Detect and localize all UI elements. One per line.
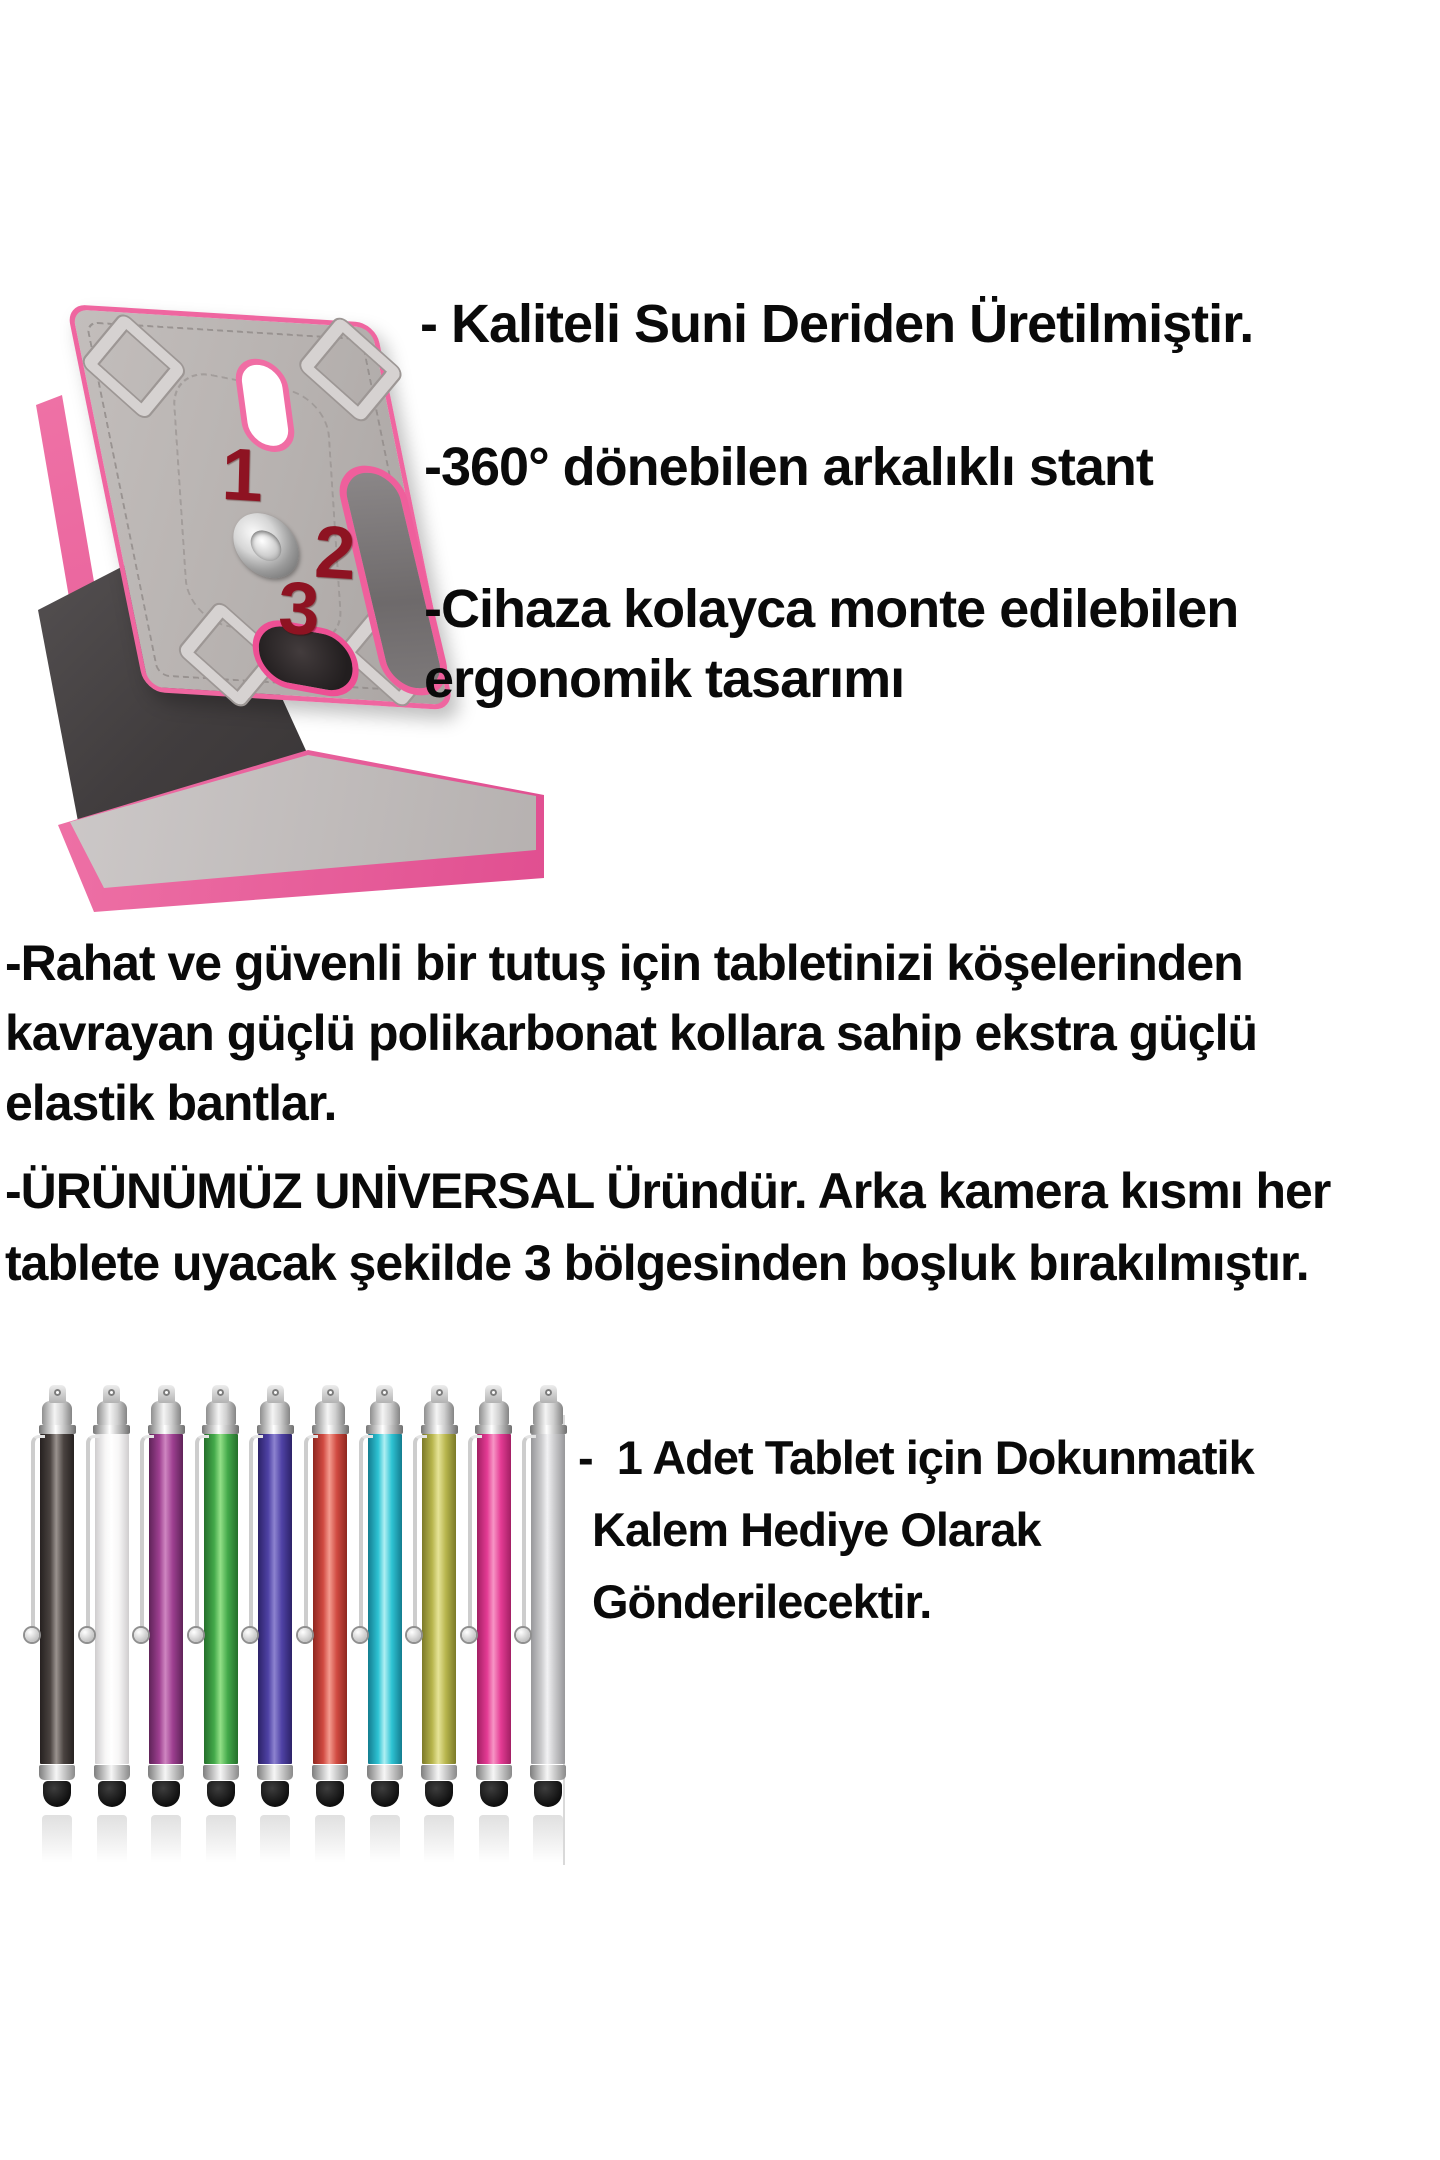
pen-cap — [206, 1401, 236, 1425]
pen-clip — [468, 1435, 482, 1633]
pen-rubber-tip — [152, 1781, 180, 1807]
pen-barrel — [422, 1434, 456, 1764]
marker-3: 3 — [277, 565, 321, 652]
pen-barrel — [313, 1434, 347, 1764]
pen-clip — [140, 1435, 154, 1633]
pen-collar — [312, 1425, 349, 1434]
pen-barrel — [95, 1434, 129, 1764]
pen-reflection — [206, 1815, 236, 1871]
pen-collar — [39, 1425, 76, 1434]
universal-text-line1: -ÜRÜNÜMÜZ UNİVERSAL Üründür. Arka kamera kısmı her — [5, 1163, 1331, 1219]
pen-rubber-tip — [98, 1781, 126, 1807]
pen-clip — [304, 1435, 318, 1633]
pen-eyelet — [485, 1385, 502, 1403]
universal-text-line2: tablete uyacak şekilde 3 bölgesinden boşluk bırakılmıştır. — [5, 1235, 1309, 1291]
stylus-pen-white — [93, 1385, 131, 1871]
pen-eyelet — [158, 1385, 175, 1403]
pen-barrel — [204, 1434, 238, 1764]
pen-eyelet — [540, 1385, 557, 1403]
pen-collar — [202, 1425, 239, 1434]
marker-1: 1 — [220, 431, 264, 518]
pen-clip-ball — [353, 1628, 367, 1642]
pen-clip-ball — [407, 1628, 421, 1642]
pen-collar — [148, 1425, 185, 1434]
pen-barrel — [149, 1434, 183, 1764]
pen-rubber-tip — [480, 1781, 508, 1807]
pen-reflection — [533, 1815, 563, 1871]
pen-collar — [421, 1425, 458, 1434]
pen-cap — [424, 1401, 454, 1425]
pen-barrel — [477, 1434, 511, 1764]
stylus-pen-pink — [475, 1385, 513, 1871]
pen-ferrule — [312, 1765, 348, 1780]
pen-ferrule — [530, 1765, 566, 1780]
stylus-pen-green — [202, 1385, 240, 1871]
pen-eyelet — [267, 1385, 284, 1403]
pen-eyelet — [212, 1385, 229, 1403]
pen-ferrule — [257, 1765, 293, 1780]
pen-clip — [413, 1435, 427, 1633]
pen-barrel — [368, 1434, 402, 1764]
pen-cap — [42, 1401, 72, 1425]
pen-clip-ball — [189, 1628, 203, 1642]
pen-cap — [151, 1401, 181, 1425]
pen-rubber-tip — [207, 1781, 235, 1807]
pen-clip — [86, 1435, 100, 1633]
pen-rubber-tip — [43, 1781, 71, 1807]
stylus-pen-gunmetal — [38, 1385, 76, 1871]
stylus-note-line1: - 1 Adet Tablet için Dokunmatik — [578, 1431, 1254, 1484]
pen-cap — [315, 1401, 345, 1425]
stylus-photo — [12, 1385, 587, 1885]
pen-clip — [195, 1435, 209, 1633]
pen-clip-ball — [80, 1628, 94, 1642]
pen-rubber-tip — [371, 1781, 399, 1807]
grip-text-line1: -Rahat ve güvenli bir tutuş için tabletinizi köşelerinden — [5, 935, 1243, 991]
pen-barrel — [531, 1434, 565, 1764]
pen-rubber-tip — [261, 1781, 289, 1807]
pen-reflection — [424, 1815, 454, 1871]
pen-ferrule — [39, 1765, 75, 1780]
pen-reflection — [479, 1815, 509, 1871]
feature-material-text: - Kaliteli Suni Deriden Üretilmiştir. — [420, 294, 1254, 354]
stylus-pen-red — [311, 1385, 349, 1871]
pen-eyelet — [49, 1385, 66, 1403]
feature-stand-text: -360° dönebilen arkalıklı stant — [424, 437, 1153, 497]
pen-clip-ball — [516, 1628, 530, 1642]
pen-ferrule — [421, 1765, 457, 1780]
pen-barrel — [258, 1434, 292, 1764]
pen-clip — [249, 1435, 263, 1633]
pen-barrel — [40, 1434, 74, 1764]
pen-collar — [257, 1425, 294, 1434]
pen-clip — [359, 1435, 373, 1633]
pen-clip — [31, 1435, 45, 1633]
marker-2: 2 — [313, 509, 357, 596]
pen-rubber-tip — [316, 1781, 344, 1807]
pen-eyelet — [103, 1385, 120, 1403]
pen-collar — [475, 1425, 512, 1434]
pen-reflection — [97, 1815, 127, 1871]
pen-collar — [530, 1425, 567, 1434]
pen-ferrule — [476, 1765, 512, 1780]
pen-clip-ball — [462, 1628, 476, 1642]
pen-ferrule — [367, 1765, 403, 1780]
pen-reflection — [315, 1815, 345, 1871]
pen-clip-ball — [298, 1628, 312, 1642]
pen-rubber-tip — [534, 1781, 562, 1807]
pen-ferrule — [94, 1765, 130, 1780]
stylus-pen-cyan — [366, 1385, 404, 1871]
pen-reflection — [42, 1815, 72, 1871]
feature-mount-text-line1: -Cihaza kolayca monte edilebilen — [424, 579, 1239, 639]
pen-clip-ball — [243, 1628, 257, 1642]
pen-reflection — [260, 1815, 290, 1871]
pen-cap — [260, 1401, 290, 1425]
stylus-pen-silver — [529, 1385, 567, 1871]
pen-cap — [479, 1401, 509, 1425]
pen-clip-ball — [134, 1628, 148, 1642]
pen-cap — [370, 1401, 400, 1425]
pen-rubber-tip — [425, 1781, 453, 1807]
pen-cap — [533, 1401, 563, 1425]
pen-collar — [366, 1425, 403, 1434]
grip-text-line3: elastik bantlar. — [5, 1075, 337, 1131]
pen-reflection — [370, 1815, 400, 1871]
pen-clip — [522, 1435, 536, 1633]
pen-eyelet — [322, 1385, 339, 1403]
pen-collar — [93, 1425, 130, 1434]
stylus-pen-purple — [147, 1385, 185, 1871]
pen-ferrule — [148, 1765, 184, 1780]
stylus-pen-yellow-green — [420, 1385, 458, 1871]
stylus-note-line2: Kalem Hediye Olarak — [592, 1503, 1041, 1556]
stylus-note-line3: Gönderilecektir. — [592, 1575, 932, 1628]
feature-mount-text-line2: ergonomik tasarımı — [424, 649, 905, 709]
pen-cap — [97, 1401, 127, 1425]
pen-clip-ball — [25, 1628, 39, 1642]
stylus-pen-indigo — [256, 1385, 294, 1871]
grip-text-line2: kavrayan güçlü polikarbonat kollara sahip ekstra güçlü — [5, 1005, 1258, 1061]
pen-reflection — [151, 1815, 181, 1871]
pen-eyelet — [431, 1385, 448, 1403]
pen-ferrule — [203, 1765, 239, 1780]
pen-eyelet — [376, 1385, 393, 1403]
